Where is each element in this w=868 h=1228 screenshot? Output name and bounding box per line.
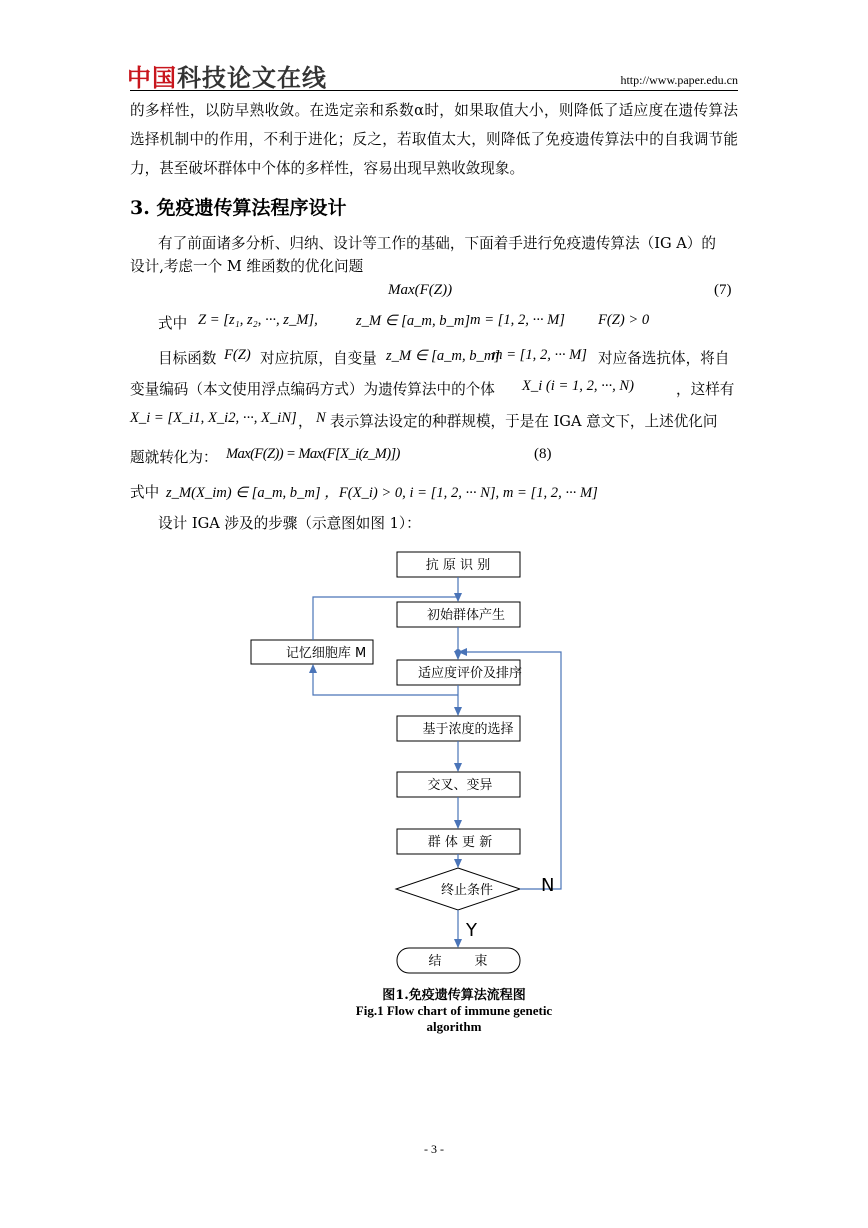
label-yes: Y xyxy=(466,920,477,941)
equation-7-number: (7) xyxy=(714,282,732,298)
para3-line3c: N xyxy=(316,410,326,426)
label-memory: 记忆细胞库 M xyxy=(285,646,367,661)
para3-line2b: X_i (i = 1, 2, ···, N) xyxy=(522,378,634,394)
label-antigen: 抗 原 识 别 xyxy=(425,558,491,573)
where1-m-def: m = [1, 2, ··· M] xyxy=(470,312,565,328)
header-url[interactable]: http://www.paper.edu.cn xyxy=(620,73,738,87)
where2-formula: z_M(X_im) ∈ [a_m, b_m] ，F(X_i) > 0, i = [1, 2, ··· N], m = [1, 2, ··· M] xyxy=(166,485,598,501)
para3-line3d: 表示算法设定的种群规模，于是在 IGA 意文下，上述优化问 xyxy=(330,413,718,430)
figure-caption-en-2: algorithm xyxy=(426,1019,482,1034)
figure-caption-en-1: Fig.1 Flow chart of immune genetic xyxy=(355,1003,553,1018)
label-update: 群 体 更 新 xyxy=(427,835,493,850)
where1-f-def: F(Z) > 0 xyxy=(598,312,650,328)
logo-rest-text: 科技论文在线 xyxy=(177,64,327,92)
para3-line1f: 对应备选抗体，将自 xyxy=(598,350,730,367)
label-no: N xyxy=(541,875,555,896)
section-number: 3. xyxy=(130,197,150,219)
para3-line1a: 目标函数 xyxy=(158,350,217,367)
para3-line4b: Max(F(Z)) = Max(F[X_i(z_M)]) xyxy=(226,446,400,462)
para3-line1e: m = [1, 2, ··· M] xyxy=(492,347,587,363)
logo-red-text: 中国 xyxy=(127,64,177,92)
section-title: 免疫遗传算法程序设计 xyxy=(156,197,347,219)
label-select: 基于浓度的选择 xyxy=(422,722,514,737)
label-init: 初始群体产生 xyxy=(426,608,506,623)
equation-7: Max(F(Z)) xyxy=(388,282,453,298)
para3-line2a: 变量编码（本文使用浮点编码方式）为遗传算法中的个体 xyxy=(130,381,495,398)
where1-z-def: Z = [z₁, z₂, ···, z_M], xyxy=(198,312,318,328)
para3-line1c: 对应抗原，自变量 xyxy=(260,350,377,367)
where2-prefix: 式中 xyxy=(130,484,160,501)
para3-line1d: z_M ∈ [a_m, b_m] xyxy=(386,348,501,364)
para3-line3a: X_i = [X_i1, X_i2, ···, X_iN] xyxy=(130,410,297,426)
intro-paragraph: 的多样性，以防早熟收敛。在选定亲和系数α时，如果取值大小，则降低了适应度在遗传算法选择机制中的作用，不利于进化；反之，若取值太大，则降低了免疫遗传算法中的自我调节能力，甚至破坏群体中个体的多样性，容易出现早熟收敛现象。 xyxy=(130,102,738,177)
para2-line2: 设计,考虑一个 M 维函数的优化问题 xyxy=(130,258,364,275)
label-end: 结 束 xyxy=(428,954,488,969)
para4: 设计 IGA 涉及的步骤（示意图如图 1）： xyxy=(158,515,421,532)
page-number: - 3 - xyxy=(424,1142,444,1156)
label-fitness: 适应度评价及排序 xyxy=(417,666,523,681)
label-terminate: 终止条件 xyxy=(440,883,494,898)
para2-line1: 有了前面诸多分析、归纳、设计等工作的基础，下面着手进行免疫遗传算法（IG A）的 xyxy=(158,235,716,252)
figure-caption-zh: 图1.免疫遗传算法流程图 xyxy=(382,988,526,1003)
where1-prefix: 式中 xyxy=(158,315,188,332)
para3-line1b: F(Z) xyxy=(224,347,251,363)
para3-line2c: ，这样有 xyxy=(676,381,735,398)
figure-caption xyxy=(300,984,608,1035)
para3-line4a: 题就转化为： xyxy=(130,449,218,466)
where1-zm-def: z_M ∈ [a_m, b_m] xyxy=(356,313,471,329)
label-crossover: 交叉、变异 xyxy=(427,778,493,793)
junction-dot xyxy=(455,649,461,655)
para3-line3b: ， xyxy=(298,413,313,430)
equation-8-number: (8) xyxy=(534,446,552,462)
